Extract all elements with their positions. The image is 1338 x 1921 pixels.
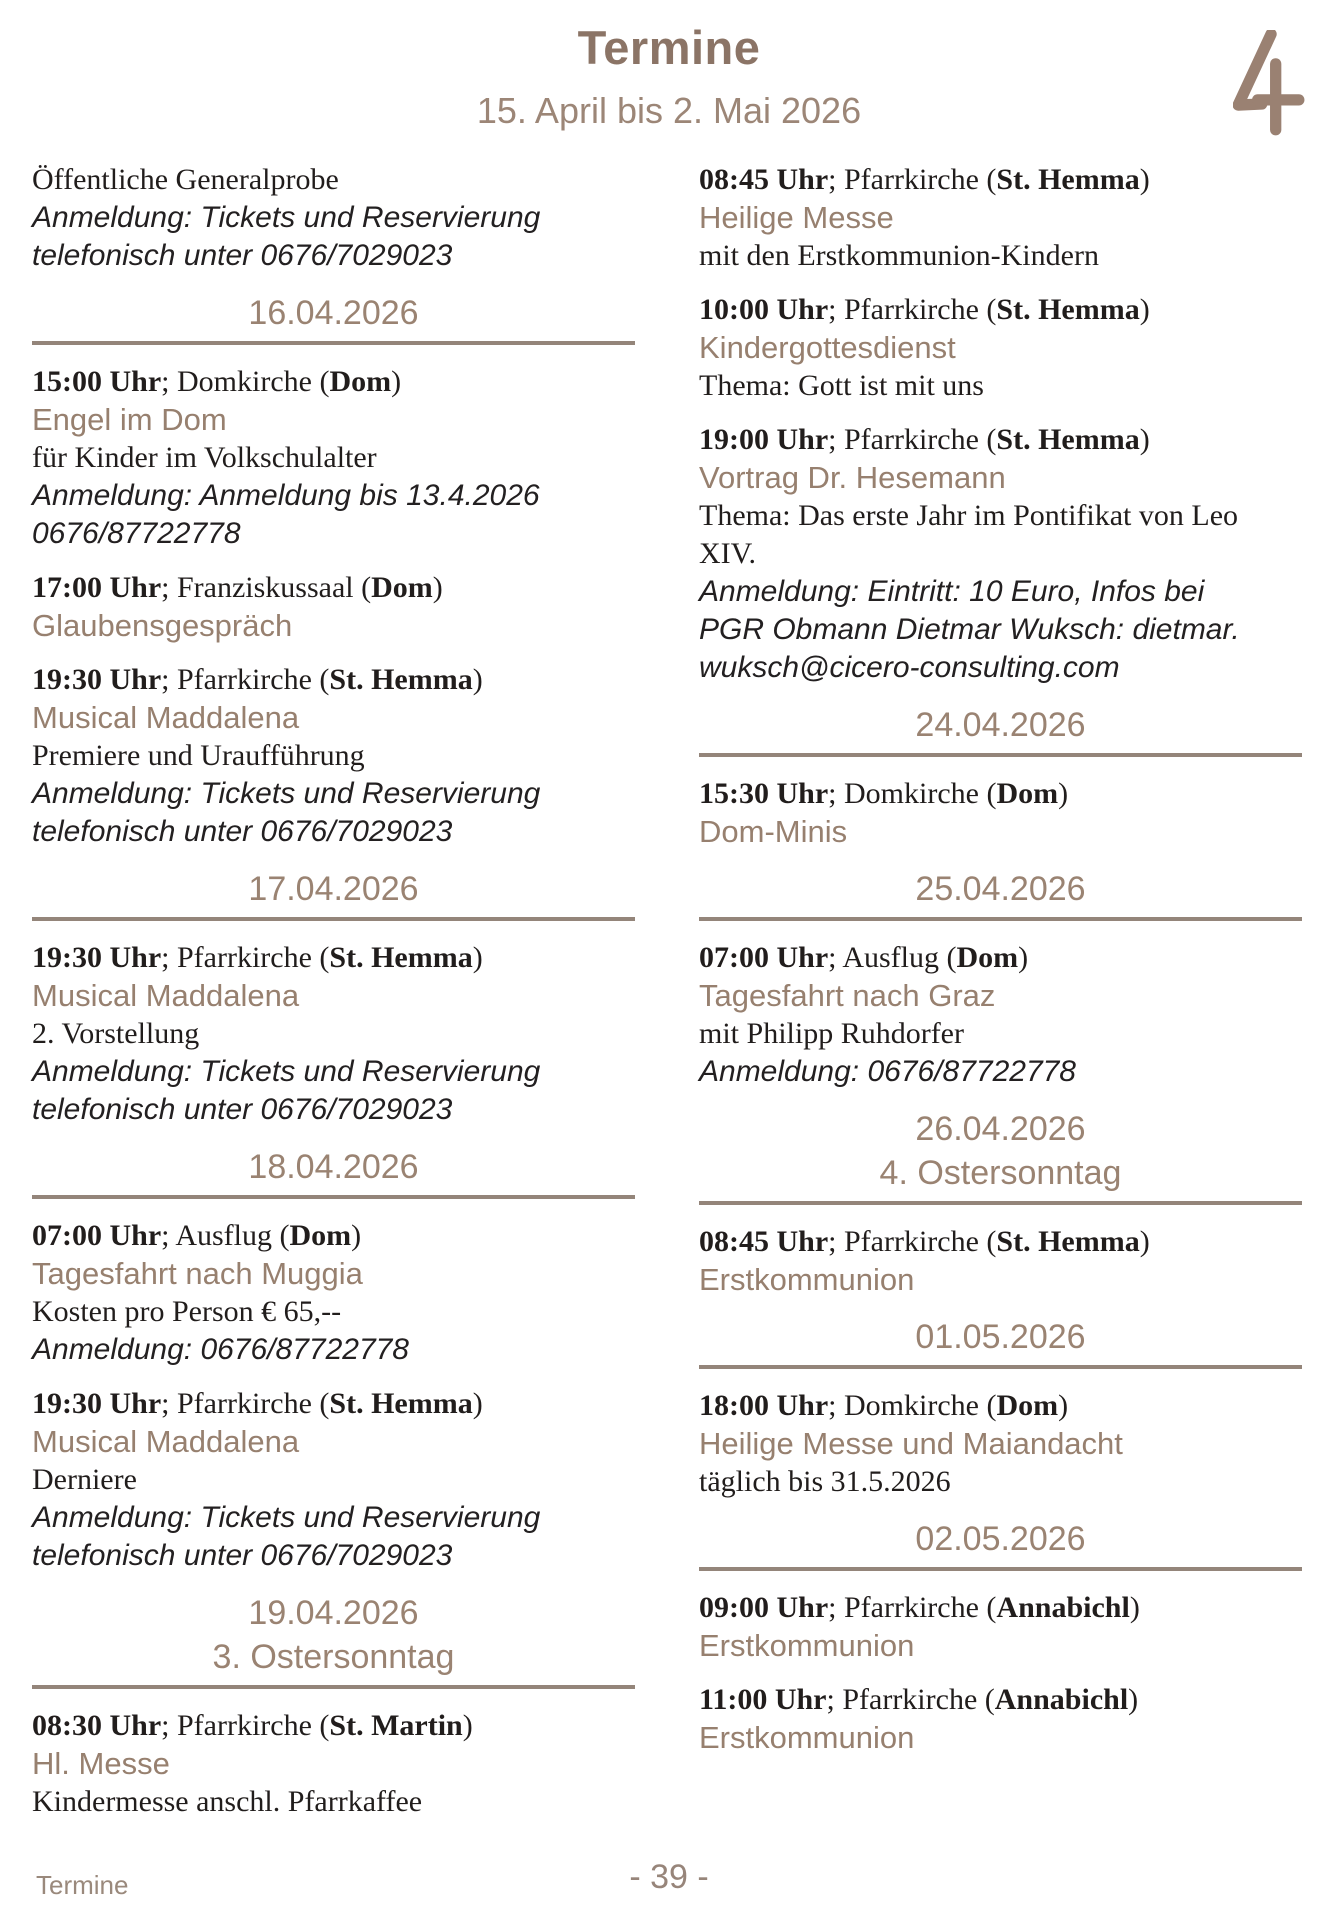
date-heading-rule bbox=[699, 917, 1302, 921]
event-bold-text: Annabichl bbox=[996, 1591, 1130, 1624]
event-time-line bbox=[699, 1223, 1302, 1261]
page-subtitle: 15. April bis 2. Mai 2026 bbox=[476, 90, 862, 131]
date-heading bbox=[32, 1591, 635, 1689]
footer-section-label: Termine bbox=[36, 1870, 129, 1900]
event-bold-text: 19:00 Uhr bbox=[699, 423, 829, 456]
event-time-line bbox=[699, 775, 1302, 813]
left-column bbox=[32, 161, 635, 1837]
event-title: Tagesfahrt nach Graz bbox=[699, 978, 996, 1013]
event-detail: mit Philipp Ruhdorfer bbox=[699, 1017, 964, 1050]
date-heading-rule bbox=[699, 1365, 1302, 1369]
event-note: Anmeldung: Tickets und Reservierung bbox=[32, 1501, 541, 1534]
event-title: Erstkommunion bbox=[699, 1720, 915, 1755]
event-block bbox=[32, 661, 635, 851]
event-regular-text: ) bbox=[1128, 1683, 1139, 1716]
event-detail: Kindermesse anschl. Pfarrkaffee bbox=[32, 1785, 423, 1818]
event-bold-text: 17:00 Uhr bbox=[32, 571, 162, 604]
event-bold-text: Dom bbox=[996, 777, 1059, 810]
event-time-line bbox=[32, 661, 635, 699]
event-bold-text: 18:00 Uhr bbox=[699, 1389, 829, 1422]
event-detail: Öffentliche Generalprobe bbox=[32, 163, 339, 196]
event-regular-text: ; Pfarrkirche ( bbox=[828, 423, 997, 456]
date-heading-rule bbox=[32, 1685, 635, 1689]
event-note: Anmeldung: 0676/87722778 bbox=[32, 1333, 409, 1366]
four-cross-logo bbox=[1233, 30, 1305, 140]
date-heading-line: 16.04.2026 bbox=[248, 294, 419, 332]
date-heading-rule bbox=[32, 1195, 635, 1199]
event-bold-text: 08:45 Uhr bbox=[699, 1225, 829, 1258]
event-bold-text: 09:00 Uhr bbox=[699, 1591, 829, 1624]
event-bold-text: Annabichl bbox=[994, 1683, 1129, 1716]
event-bold-text: 19:30 Uhr bbox=[32, 1387, 162, 1420]
page-number: - 39 - bbox=[629, 1858, 709, 1896]
event-bold-text: St. Hemma bbox=[329, 663, 473, 696]
event-title: Kindergottesdienst bbox=[699, 330, 956, 365]
event-bold-text: 19:30 Uhr bbox=[32, 663, 162, 696]
event-title: Erstkommunion bbox=[699, 1628, 915, 1663]
date-heading-rule bbox=[699, 1201, 1302, 1205]
date-heading bbox=[32, 867, 635, 921]
date-heading bbox=[699, 703, 1302, 757]
event-note: telefonisch unter 0676/7029023 bbox=[32, 1539, 453, 1572]
event-title: Musical Maddalena bbox=[32, 700, 300, 735]
event-bold-text: St. Martin bbox=[329, 1709, 463, 1742]
event-bold-text: 08:30 Uhr bbox=[32, 1709, 162, 1742]
event-block bbox=[32, 1707, 635, 1821]
event-bold-text: Dom bbox=[996, 1389, 1059, 1422]
page-footer bbox=[0, 1858, 1338, 1900]
date-heading bbox=[32, 1145, 635, 1199]
event-note: telefonisch unter 0676/7029023 bbox=[32, 1093, 453, 1126]
event-detail: Kosten pro Person € 65,-- bbox=[32, 1295, 342, 1328]
event-bold-text: Dom bbox=[371, 571, 433, 604]
event-regular-text: ) bbox=[1129, 1591, 1140, 1624]
date-heading-line: 3. Ostersonntag bbox=[212, 1638, 455, 1676]
event-time-line bbox=[32, 1217, 635, 1255]
event-regular-text: ; Domkirche ( bbox=[161, 365, 330, 398]
event-columns bbox=[0, 161, 1338, 1837]
event-bold-text: 15:00 Uhr bbox=[32, 365, 162, 398]
event-bold-text: 11:00 Uhr bbox=[699, 1683, 827, 1716]
event-title: Erstkommunion bbox=[699, 1262, 915, 1297]
event-block bbox=[699, 1223, 1302, 1299]
page-title: Termine bbox=[577, 21, 761, 74]
event-regular-text: ) bbox=[391, 365, 402, 398]
event-detail: täglich bis 31.5.2026 bbox=[699, 1465, 951, 1498]
event-regular-text: ; Pfarrkirche ( bbox=[828, 293, 997, 326]
right-column bbox=[699, 161, 1302, 1837]
event-title: Engel im Dom bbox=[32, 402, 227, 437]
event-time-line bbox=[32, 1385, 635, 1423]
event-block bbox=[699, 775, 1302, 851]
event-note: PGR Obmann Dietmar Wuksch: dietmar. bbox=[699, 613, 1240, 646]
date-heading bbox=[32, 291, 635, 345]
event-block bbox=[32, 1217, 635, 1369]
date-heading-line: 01.05.2026 bbox=[915, 1318, 1086, 1356]
event-title: Glaubensgespräch bbox=[32, 608, 293, 643]
event-note: 0676/87722778 bbox=[32, 517, 241, 550]
event-time-line bbox=[32, 1707, 635, 1745]
event-regular-text: ) bbox=[1058, 1389, 1069, 1422]
date-heading-line: 26.04.2026 bbox=[915, 1110, 1086, 1148]
event-title: Hl. Messe bbox=[32, 1746, 170, 1781]
event-note: telefonisch unter 0676/7029023 bbox=[32, 239, 453, 272]
event-regular-text: ) bbox=[1058, 777, 1069, 810]
event-regular-text: ; Pfarrkirche ( bbox=[161, 941, 330, 974]
event-block bbox=[699, 291, 1302, 405]
event-block bbox=[699, 1387, 1302, 1501]
event-regular-text: ) bbox=[432, 571, 443, 604]
event-title: Heilige Messe bbox=[699, 200, 894, 235]
date-heading-rule bbox=[699, 753, 1302, 757]
event-note: telefonisch unter 0676/7029023 bbox=[32, 815, 453, 848]
event-regular-text: ; Domkirche ( bbox=[828, 777, 997, 810]
event-regular-text: ; Pfarrkirche ( bbox=[826, 1683, 995, 1716]
event-title: Vortrag Dr. Hesemann bbox=[699, 460, 1006, 495]
date-heading-line: 02.05.2026 bbox=[915, 1520, 1086, 1558]
event-time-line bbox=[699, 291, 1302, 329]
event-regular-text: ; Pfarrkirche ( bbox=[828, 1225, 997, 1258]
event-bold-text: Dom bbox=[956, 941, 1019, 974]
date-heading-line: 24.04.2026 bbox=[915, 706, 1086, 744]
event-regular-text: ) bbox=[472, 1387, 483, 1420]
event-regular-text: ) bbox=[1139, 163, 1150, 196]
event-block bbox=[699, 161, 1302, 275]
event-time-line bbox=[32, 939, 635, 977]
event-bold-text: 08:45 Uhr bbox=[699, 163, 829, 196]
event-note: wuksch@cicero-consulting.com bbox=[699, 651, 1120, 684]
event-detail: 2. Vorstellung bbox=[32, 1017, 200, 1050]
date-heading bbox=[699, 1517, 1302, 1571]
event-block bbox=[699, 1589, 1302, 1665]
event-time-line bbox=[699, 1589, 1302, 1627]
event-regular-text: ; Pfarrkirche ( bbox=[828, 1591, 997, 1624]
event-time-line bbox=[32, 363, 635, 401]
event-bold-text: St. Hemma bbox=[329, 941, 473, 974]
event-block bbox=[32, 1385, 635, 1575]
event-time-line bbox=[699, 939, 1302, 977]
date-heading-line: 17.04.2026 bbox=[248, 870, 419, 908]
event-regular-text: ) bbox=[462, 1709, 473, 1742]
event-block bbox=[699, 1681, 1302, 1757]
event-block bbox=[699, 939, 1302, 1091]
event-bold-text: 15:30 Uhr bbox=[699, 777, 829, 810]
event-bold-text: St. Hemma bbox=[329, 1387, 473, 1420]
event-regular-text: ; Franziskussaal ( bbox=[161, 571, 372, 604]
event-note: Anmeldung: Anmeldung bis 13.4.2026 bbox=[32, 479, 540, 512]
event-time-line bbox=[699, 161, 1302, 199]
event-note: Anmeldung: 0676/87722778 bbox=[699, 1055, 1076, 1088]
date-heading-line: 19.04.2026 bbox=[248, 1594, 419, 1632]
event-block bbox=[32, 363, 635, 553]
event-block bbox=[32, 569, 635, 645]
event-bold-text: 07:00 Uhr bbox=[699, 941, 829, 974]
event-time-line bbox=[699, 421, 1302, 459]
event-note: Anmeldung: Tickets und Reservierung bbox=[32, 777, 541, 810]
event-title: Musical Maddalena bbox=[32, 1424, 300, 1459]
event-bold-text: St. Hemma bbox=[996, 423, 1140, 456]
event-bold-text: St. Hemma bbox=[996, 293, 1140, 326]
event-regular-text: ; Pfarrkirche ( bbox=[161, 1387, 330, 1420]
event-note: Anmeldung: Eintritt: 10 Euro, Infos bei bbox=[699, 575, 1205, 608]
event-detail: XIV. bbox=[699, 537, 756, 570]
page-header bbox=[0, 0, 1338, 133]
event-regular-text: ; Domkirche ( bbox=[828, 1389, 997, 1422]
event-block bbox=[32, 939, 635, 1129]
event-regular-text: ; Pfarrkirche ( bbox=[161, 663, 330, 696]
event-bold-text: Dom bbox=[289, 1219, 352, 1252]
event-title: Dom-Minis bbox=[699, 814, 848, 849]
event-time-line bbox=[32, 569, 635, 607]
date-heading-rule bbox=[32, 917, 635, 921]
date-heading bbox=[699, 1107, 1302, 1205]
date-heading-line: 18.04.2026 bbox=[248, 1148, 419, 1186]
event-detail: Premiere und Uraufführung bbox=[32, 739, 365, 772]
event-time-line bbox=[699, 1387, 1302, 1425]
date-heading-rule bbox=[699, 1567, 1302, 1571]
event-regular-text: ) bbox=[472, 663, 483, 696]
event-block bbox=[32, 161, 635, 275]
event-detail: für Kinder im Volkschulalter bbox=[32, 441, 377, 474]
event-regular-text: ; Ausflug ( bbox=[828, 941, 957, 974]
event-regular-text: ) bbox=[1139, 423, 1150, 456]
event-detail: Thema: Gott ist mit uns bbox=[699, 369, 984, 402]
event-bold-text: 07:00 Uhr bbox=[32, 1219, 162, 1252]
event-regular-text: ) bbox=[1139, 293, 1150, 326]
event-time-line bbox=[699, 1681, 1302, 1719]
event-regular-text: ; Ausflug ( bbox=[161, 1219, 290, 1252]
event-regular-text: ) bbox=[1018, 941, 1029, 974]
event-regular-text: ; Pfarrkirche ( bbox=[161, 1709, 330, 1742]
event-bold-text: Dom bbox=[329, 365, 392, 398]
date-heading-rule bbox=[32, 341, 635, 345]
date-heading bbox=[699, 1315, 1302, 1369]
event-bold-text: 19:30 Uhr bbox=[32, 941, 162, 974]
event-bold-text: 10:00 Uhr bbox=[699, 293, 829, 326]
event-bold-text: St. Hemma bbox=[996, 163, 1140, 196]
event-title: Musical Maddalena bbox=[32, 978, 300, 1013]
event-detail: Thema: Das erste Jahr im Pontifikat von Leo bbox=[699, 499, 1239, 532]
event-detail: mit den Erstkommunion-Kindern bbox=[699, 239, 1099, 272]
event-detail: Derniere bbox=[32, 1463, 137, 1496]
event-note: Anmeldung: Tickets und Reservierung bbox=[32, 201, 541, 234]
event-bold-text: St. Hemma bbox=[996, 1225, 1140, 1258]
event-note: Anmeldung: Tickets und Reservierung bbox=[32, 1055, 541, 1088]
date-heading-line: 25.04.2026 bbox=[915, 870, 1086, 908]
event-regular-text: ) bbox=[472, 941, 483, 974]
date-heading bbox=[699, 867, 1302, 921]
event-regular-text: ) bbox=[351, 1219, 362, 1252]
event-regular-text: ; Pfarrkirche ( bbox=[828, 163, 997, 196]
event-title: Tagesfahrt nach Muggia bbox=[32, 1256, 363, 1291]
date-heading-line: 4. Ostersonntag bbox=[879, 1154, 1122, 1192]
event-title: Heilige Messe und Maiandacht bbox=[699, 1426, 1123, 1461]
event-regular-text: ) bbox=[1139, 1225, 1150, 1258]
event-block bbox=[699, 421, 1302, 687]
